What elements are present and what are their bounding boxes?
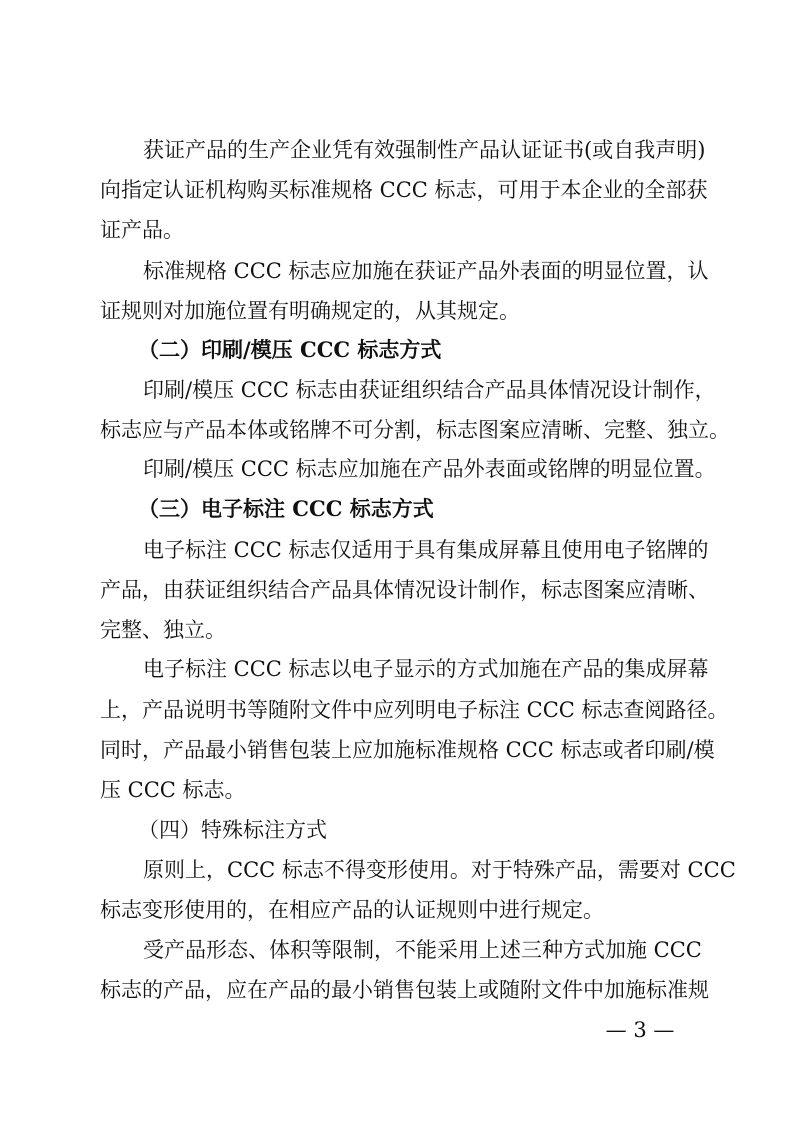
paragraph-line: 电子标注 CCC 标志以电子显示的方式加施在产品的集成屏幕 [143,657,709,681]
page-number: — 3 — [605,1018,675,1042]
paragraph-line: 标准规格 CCC 标志应加施在获证产品外表面的明显位置，认 [143,259,709,283]
paragraph-line: 同时，产品最小销售包装上应加施标准规格 CCC 标志或者印刷/模 [100,738,715,762]
paragraph-line: 原则上，CCC 标志不得变形使用。对于特殊产品，需要对 CCC [143,858,736,882]
paragraph-line: 标志应与产品本体或铭牌不可分割，标志图案应清晰、完整、独立。 [100,418,730,442]
paragraph-line: 印刷/模压 CCC 标志由获证组织结合产品具体情况设计制作， [143,378,716,402]
section-heading: （二）印刷/模压 CCC 标志方式 [138,337,442,362]
paragraph-line: 产品，由获证组织结合产品具体情况设计制作，标志图案应清晰、 [100,578,709,602]
paragraph-line: 证规则对加施位置有明确规定的，从其规定。 [100,299,520,323]
paragraph-line: 标志的产品，应在产品的最小销售包装上或随附文件中加施标准规 [100,978,709,1002]
paragraph-line: 上，产品说明书等随附文件中应列明电子标注 CCC 标志查阅路径。 [100,698,729,722]
paragraph-line: 完整、独立。 [100,618,226,642]
paragraph-line: 压 CCC 标志。 [100,778,246,802]
section-heading: （三）电子标注 CCC 标志方式 [138,496,434,521]
paragraph-line: 向指定认证机构购买标准规格 CCC 标志，可用于本企业的全部获 [100,178,708,202]
section-heading: （四）特殊标注方式 [138,818,327,842]
paragraph-line: 标志变形使用的，在相应产品的认证规则中进行规定。 [100,898,604,922]
paragraph-line: 电子标注 CCC 标志仅适用于具有集成屏幕且使用电子铭牌的 [143,538,709,562]
paragraph-line: 受产品形态、体积等限制，不能采用上述三种方式加施 CCC [143,938,702,962]
paragraph-line: 印刷/模压 CCC 标志应加施在产品外表面或铭牌的明显位置。 [143,457,716,481]
paragraph-line: 证产品。 [100,218,184,242]
paragraph-line: 获证产品的生产企业凭有效强制性产品认证证书(或自我声明) [143,138,706,162]
